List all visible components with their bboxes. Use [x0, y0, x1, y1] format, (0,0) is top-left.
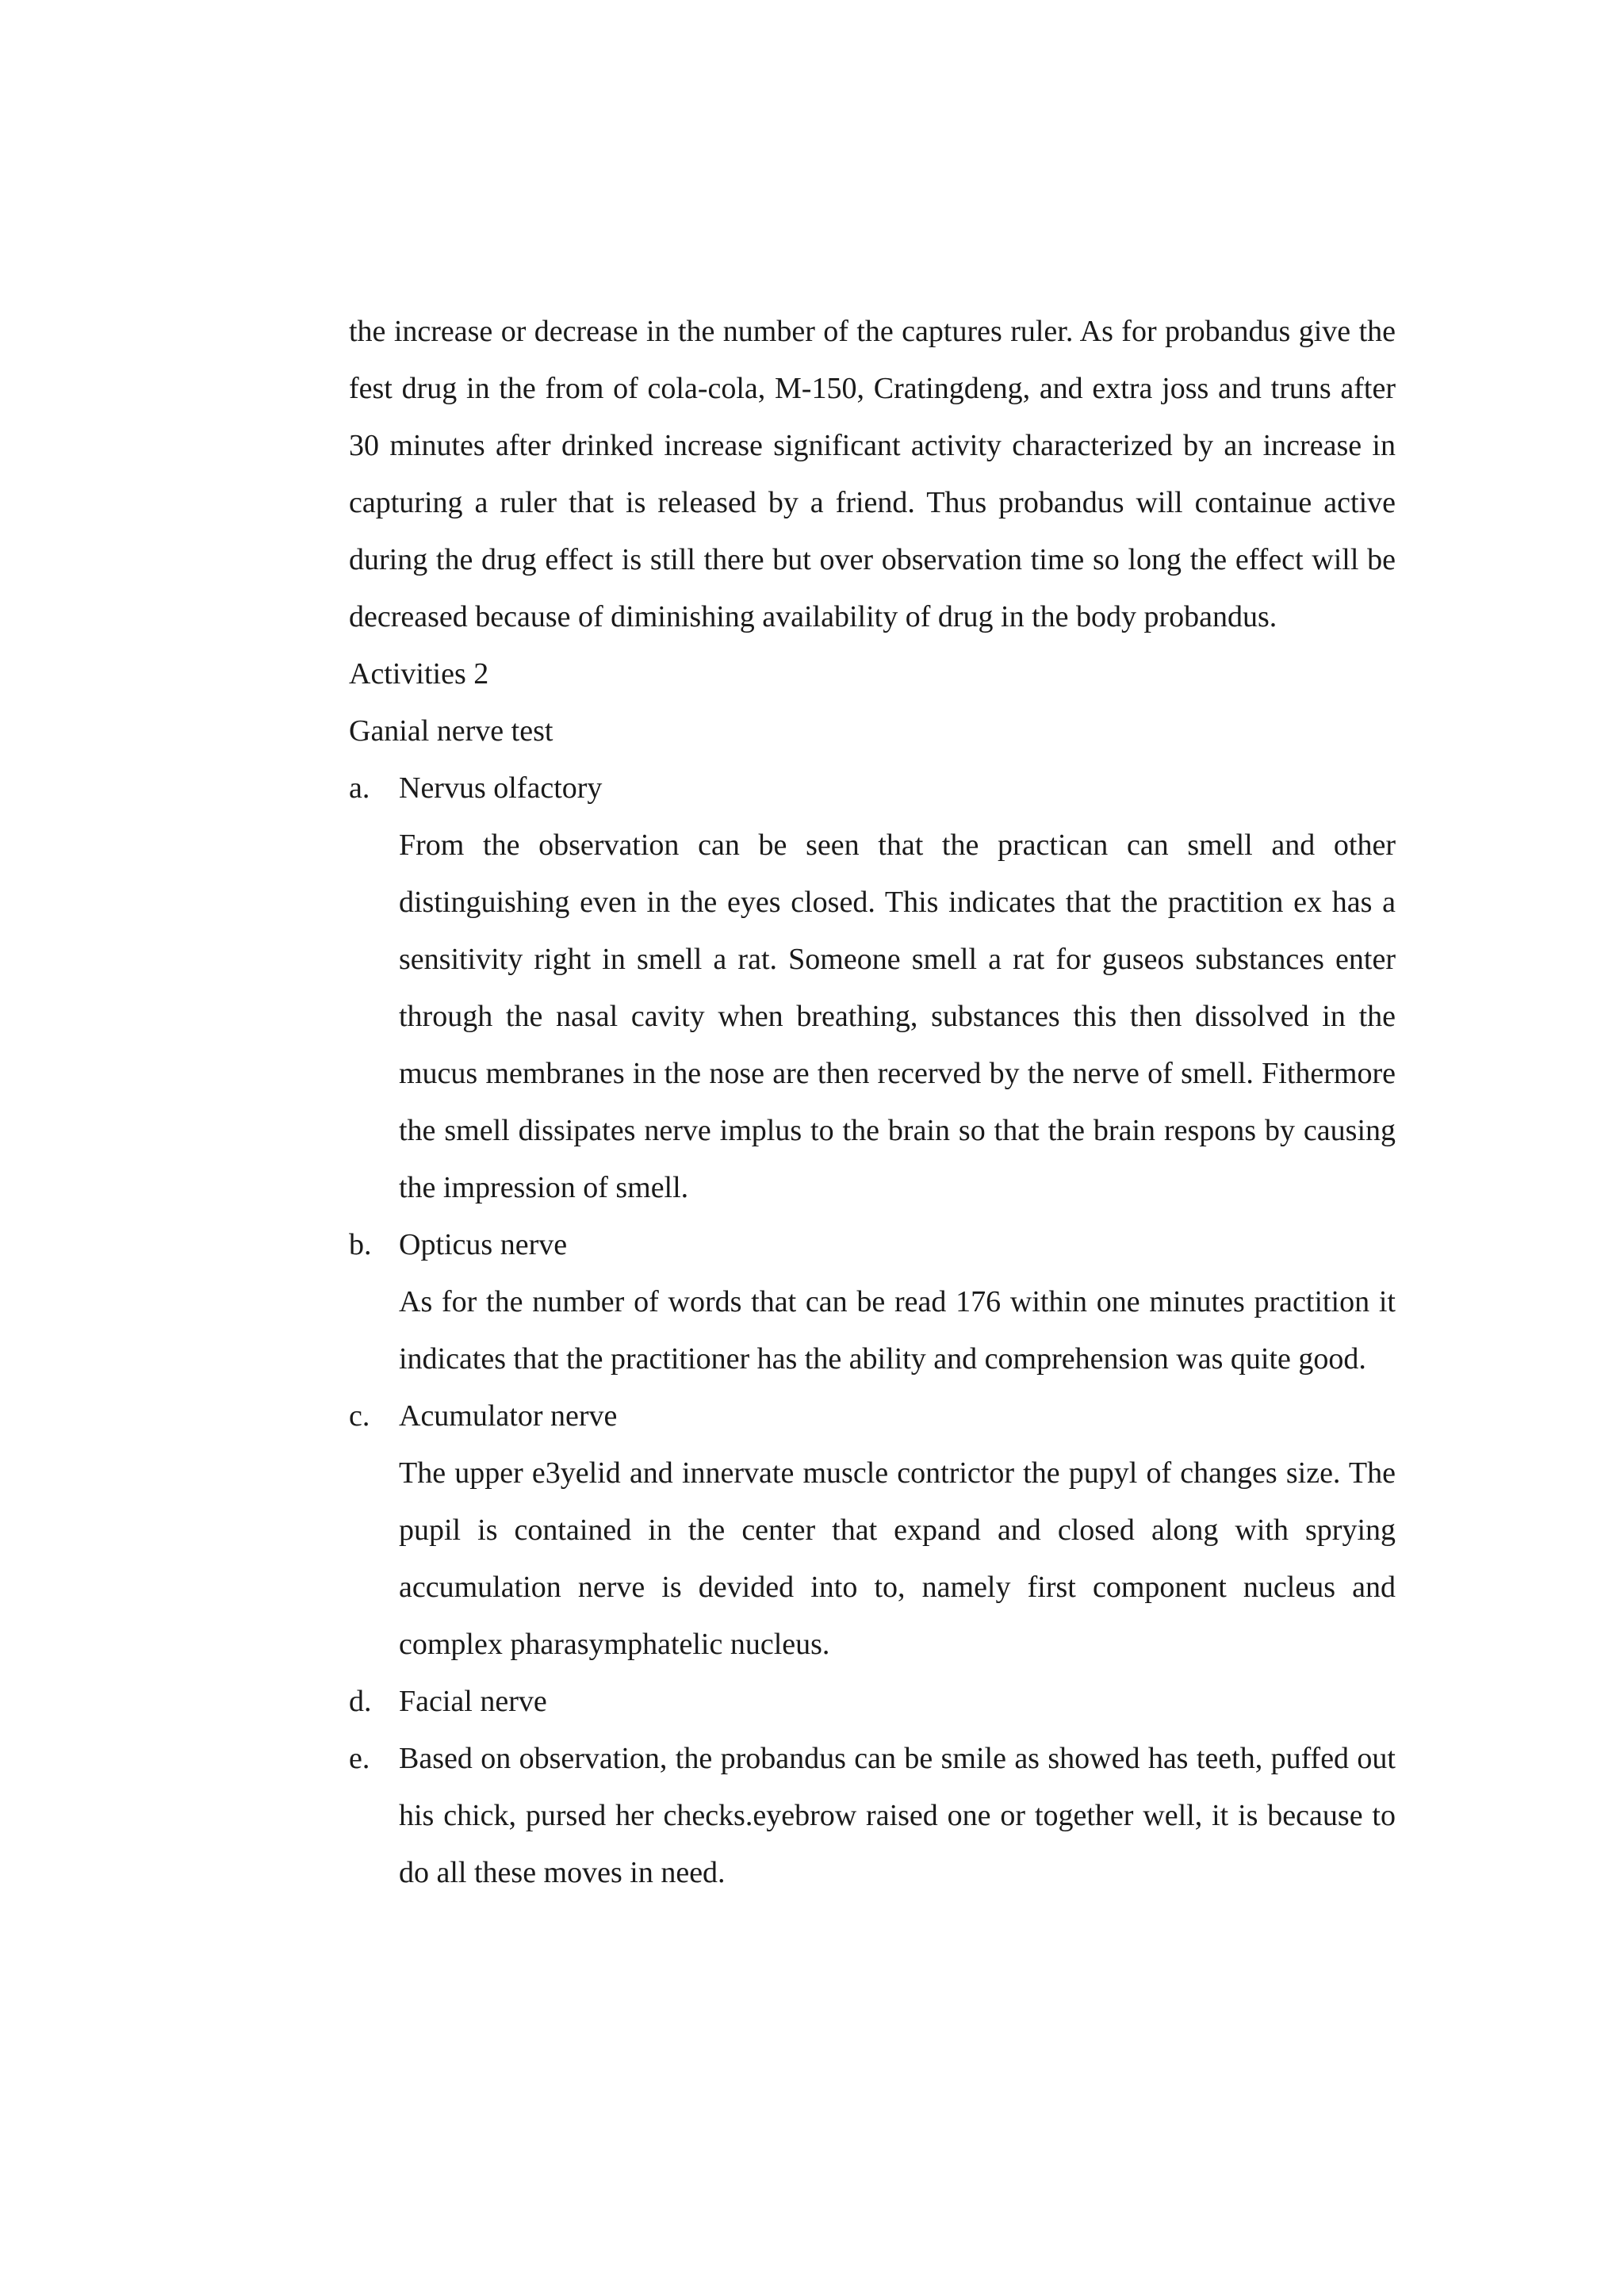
- list-marker: e.: [349, 1742, 370, 1775]
- nerve-test-list: [349, 760, 1396, 1901]
- list-item-c: [349, 1387, 1396, 1673]
- list-item-title: Facial nerve: [399, 1685, 547, 1718]
- list-item-title: Opticus nerve: [399, 1228, 568, 1261]
- list-item-a: [349, 760, 1396, 1216]
- section-heading: Ganial nerve test: [349, 714, 553, 748]
- intro-paragraph: the increase or decrease in the number of the captures ruler. As for probandus give the fest drug in the from of cola-cola, M-150, Cratingdeng, and extra joss and truns after 30 minutes after drinked increase significant activity characterized by an increase in capturing a ruler that is released by a friend. Thus probandus will containue active during the drug effect is still there but over observation time so long the effect will be decreased because of diminishing availability of drug in the body probandus.: [349, 315, 1396, 633]
- list-item-body: From the observation can be seen that the practican can smell and other distinguishing even in the eyes closed. This indicates that the practition ex has a sensitivity right in smell a rat. Someone smell a rat for guseos substances enter through the nasal cavity when breathing, substances this then dissolved in the mucus membranes in the nose are then recerved by the nerve of smell. Fithermore the smell dissipates nerve implus to the brain so that the brain respons by causing the impression of smell.: [399, 828, 1396, 1204]
- activities-heading: Activities 2: [349, 657, 489, 691]
- list-marker: c.: [349, 1399, 370, 1433]
- list-marker: d.: [349, 1685, 372, 1718]
- list-marker: b.: [349, 1228, 372, 1261]
- list-item-title: Acumulator nerve: [399, 1399, 618, 1433]
- list-marker: a.: [349, 771, 370, 805]
- list-item-body: The upper e3yelid and innervate muscle contrictor the pupyl of changes size. The pupil is contained in the center that expand and closed along with sprying accumulation nerve is devided into to, namely first component nucleus and complex pharasymphatelic nucleus.: [399, 1456, 1396, 1661]
- list-item-d: [349, 1673, 1396, 1730]
- list-item-e: [349, 1730, 1396, 1901]
- list-item-b: [349, 1216, 1396, 1387]
- list-item-body: As for the number of words that can be read 176 within one minutes practition it indicates that the practitioner has the ability and comprehension was quite good.: [399, 1285, 1396, 1376]
- list-item-body: Based on observation, the probandus can be smile as showed has teeth, puffed out his chick, pursed her checks.eyebrow raised one or together well, it is because to do all these moves in need.: [399, 1742, 1396, 1889]
- document-body: [349, 303, 1396, 1901]
- list-item-title: Nervus olfactory: [399, 771, 603, 805]
